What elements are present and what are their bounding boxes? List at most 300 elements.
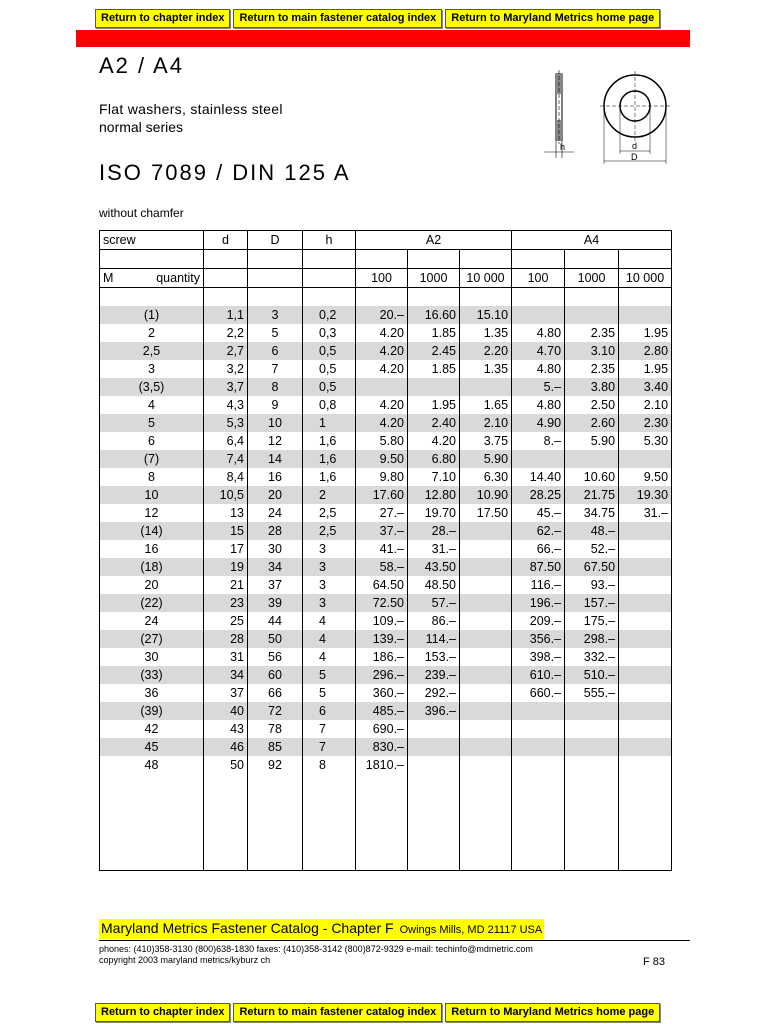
cell-a2-1000: 153.– — [408, 648, 460, 666]
cell-d: 8,4 — [204, 468, 248, 486]
contact-info: phones: (410)358-3130 (800)638-1830 faxes: (410)358-3142 (800)872-9329 e-mail: techinfo@mdmetric.com — [99, 944, 533, 954]
cell-a2-10000 — [460, 720, 512, 738]
cell-a4-1000: 2.60 — [565, 414, 619, 432]
cell-a4-10000 — [619, 522, 672, 540]
table-row — [100, 702, 672, 720]
cell-a4-1000: 175.– — [565, 612, 619, 630]
table-row — [100, 558, 672, 576]
cell-a4-10000 — [619, 666, 672, 684]
cell-a2-10000: 1.65 — [460, 396, 512, 414]
table-row — [100, 342, 672, 360]
table-row — [100, 684, 672, 702]
home-page-button[interactable]: Return to Maryland Metrics home page — [445, 9, 660, 28]
cell-a4-100: 87.50 — [512, 558, 565, 576]
cell-a2-100: 830.– — [356, 738, 408, 756]
cell-a2-1000: 2.40 — [408, 414, 460, 432]
cell-screw: (1) — [100, 306, 204, 324]
cell-a2-10000: 1.35 — [460, 360, 512, 378]
cell-d: 50 — [204, 756, 248, 774]
table-row — [100, 756, 672, 774]
cell-h: 5 — [303, 666, 356, 684]
cell-a2-100: 186.– — [356, 648, 408, 666]
cell-a4-100: 4.80 — [512, 360, 565, 378]
cell-a4-100 — [512, 450, 565, 468]
cell-a4-10000: 9.50 — [619, 468, 672, 486]
product-description-line1: Flat washers, stainless steel — [99, 101, 283, 117]
cell-a4-10000: 1.95 — [619, 324, 672, 342]
cell-h: 8 — [303, 756, 356, 774]
col-a2-10000: 10 000 — [460, 269, 512, 288]
cell-a4-100 — [512, 720, 565, 738]
cell-d: 19 — [204, 558, 248, 576]
cell-a2-10000: 3.75 — [460, 432, 512, 450]
cell-h: 0,5 — [303, 342, 356, 360]
cell-a4-10000 — [619, 702, 672, 720]
cell-a2-10000 — [460, 576, 512, 594]
filler-row — [100, 774, 672, 871]
copyright: copyright 2003 maryland metrics/kyburz ch — [99, 955, 271, 965]
cell-a2-100: 9.50 — [356, 450, 408, 468]
cell-D: 7 — [248, 360, 303, 378]
cell-a2-1000: 239.– — [408, 666, 460, 684]
cell-screw: 20 — [100, 576, 204, 594]
col-D: D — [248, 231, 303, 250]
cell-a2-100: 4.20 — [356, 396, 408, 414]
col-a2-100: 100 — [356, 269, 408, 288]
cell-screw: (27) — [100, 630, 204, 648]
cell-D: 6 — [248, 342, 303, 360]
cell-a2-1000: 57.– — [408, 594, 460, 612]
cell-a2-1000 — [408, 720, 460, 738]
chamfer-note: without chamfer — [99, 206, 184, 220]
cell-D: 34 — [248, 558, 303, 576]
cell-a4-100: 610.– — [512, 666, 565, 684]
cell-a2-100 — [356, 378, 408, 396]
cell-a4-100: 28.25 — [512, 486, 565, 504]
cell-h: 1,6 — [303, 450, 356, 468]
cell-a4-100: 4.80 — [512, 324, 565, 342]
cell-D: 14 — [248, 450, 303, 468]
cell-h: 5 — [303, 684, 356, 702]
cell-h: 6 — [303, 702, 356, 720]
cell-screw: (14) — [100, 522, 204, 540]
table-row — [100, 576, 672, 594]
cell-a4-100 — [512, 756, 565, 774]
cell-a4-10000: 2.30 — [619, 414, 672, 432]
cell-a4-100: 45.– — [512, 504, 565, 522]
cell-a4-10000 — [619, 450, 672, 468]
cell-a4-100 — [512, 306, 565, 324]
cell-a2-10000: 1.35 — [460, 324, 512, 342]
cell-a2-100: 485.– — [356, 702, 408, 720]
cell-a4-100: 14.40 — [512, 468, 565, 486]
cell-d: 4,3 — [204, 396, 248, 414]
cell-a2-100: 4.20 — [356, 342, 408, 360]
cell-D: 20 — [248, 486, 303, 504]
cell-a2-10000: 15.10 — [460, 306, 512, 324]
table-row — [100, 486, 672, 504]
cell-a4-100 — [512, 702, 565, 720]
cell-a2-100: 27.– — [356, 504, 408, 522]
cell-a2-100: 20.– — [356, 306, 408, 324]
catalog-prefix: Maryland Metrics — [101, 920, 208, 936]
cell-a2-100: 5.80 — [356, 432, 408, 450]
cell-d: 37 — [204, 684, 248, 702]
table-row — [100, 612, 672, 630]
cell-D: 44 — [248, 612, 303, 630]
col-a4-100: 100 — [512, 269, 565, 288]
col-h: h — [303, 231, 356, 250]
cell-d: 31 — [204, 648, 248, 666]
cell-a2-1000: 6.80 — [408, 450, 460, 468]
cell-a4-1000: 5.90 — [565, 432, 619, 450]
cell-h: 0,3 — [303, 324, 356, 342]
cell-a2-100: 4.20 — [356, 324, 408, 342]
cell-screw: 36 — [100, 684, 204, 702]
cell-a4-10000 — [619, 576, 672, 594]
cell-a4-10000 — [619, 558, 672, 576]
catalog-title — [99, 919, 544, 939]
cell-a2-100: 9.80 — [356, 468, 408, 486]
catalog-location: Owings Mills, MD 21117 USA — [399, 924, 543, 936]
table-row — [100, 360, 672, 378]
cell-h: 2,5 — [303, 522, 356, 540]
cell-d: 46 — [204, 738, 248, 756]
cell-a4-1000: 3.80 — [565, 378, 619, 396]
cell-a2-10000 — [460, 648, 512, 666]
header-row-1 — [100, 231, 672, 250]
cell-a4-100: 66.– — [512, 540, 565, 558]
cell-a4-1000 — [565, 450, 619, 468]
cell-h: 3 — [303, 594, 356, 612]
table-row — [100, 450, 672, 468]
cell-a2-1000: 292.– — [408, 684, 460, 702]
cell-a4-100: 116.– — [512, 576, 565, 594]
cell-a2-100: 37.– — [356, 522, 408, 540]
cell-a2-10000: 2.20 — [460, 342, 512, 360]
cell-a4-10000: 2.80 — [619, 342, 672, 360]
col-a2: A2 — [356, 231, 512, 250]
cell-screw: 42 — [100, 720, 204, 738]
cell-screw: (7) — [100, 450, 204, 468]
price-table — [99, 230, 672, 871]
cell-h: 3 — [303, 576, 356, 594]
cell-d: 21 — [204, 576, 248, 594]
col-a4-1000: 1000 — [565, 269, 619, 288]
cell-d: 2,2 — [204, 324, 248, 342]
product-description-line2: normal series — [99, 119, 184, 135]
cell-a2-10000 — [460, 630, 512, 648]
col-screw: screw — [100, 231, 204, 250]
cell-a4-100 — [512, 738, 565, 756]
table-row — [100, 396, 672, 414]
cell-a2-100: 296.– — [356, 666, 408, 684]
catalog-chapter: Fastener Catalog - Chapter F — [207, 920, 394, 936]
cell-h: 1 — [303, 414, 356, 432]
table-row — [100, 504, 672, 522]
cell-d: 10,5 — [204, 486, 248, 504]
cell-a2-10000 — [460, 612, 512, 630]
cell-a4-10000 — [619, 612, 672, 630]
cell-a2-1000: 19.70 — [408, 504, 460, 522]
table-row — [100, 648, 672, 666]
cell-d: 40 — [204, 702, 248, 720]
cell-a2-10000 — [460, 666, 512, 684]
cell-D: 37 — [248, 576, 303, 594]
cell-D: 12 — [248, 432, 303, 450]
cell-D: 28 — [248, 522, 303, 540]
col-m-quantity — [100, 269, 204, 288]
cell-h: 1,6 — [303, 468, 356, 486]
cell-a4-100: 5.– — [512, 378, 565, 396]
cell-a4-1000: 2.50 — [565, 396, 619, 414]
cell-screw: 30 — [100, 648, 204, 666]
cell-a4-1000: 332.– — [565, 648, 619, 666]
cell-d: 2,7 — [204, 342, 248, 360]
cell-a2-100: 72.50 — [356, 594, 408, 612]
table-row — [100, 738, 672, 756]
cell-a4-100: 209.– — [512, 612, 565, 630]
col-m: M — [103, 270, 114, 285]
cell-a2-100: 4.20 — [356, 414, 408, 432]
cell-a4-10000 — [619, 630, 672, 648]
cell-a4-1000: 2.35 — [565, 360, 619, 378]
col-a2-1000: 1000 — [408, 269, 460, 288]
cell-screw: 10 — [100, 486, 204, 504]
cell-a2-100: 1810.– — [356, 756, 408, 774]
cell-a4-100: 196.– — [512, 594, 565, 612]
cell-a4-1000: 555.– — [565, 684, 619, 702]
spacer-row — [100, 288, 672, 307]
cell-d: 25 — [204, 612, 248, 630]
cell-a2-100: 690.– — [356, 720, 408, 738]
cell-h: 2,5 — [303, 504, 356, 522]
cell-h: 0,2 — [303, 306, 356, 324]
cell-a4-100: 4.70 — [512, 342, 565, 360]
cell-screw: (18) — [100, 558, 204, 576]
cell-a2-1000: 28.– — [408, 522, 460, 540]
table-row — [100, 666, 672, 684]
cell-D: 5 — [248, 324, 303, 342]
cell-a4-1000: 34.75 — [565, 504, 619, 522]
cell-a2-10000 — [460, 594, 512, 612]
cell-a2-1000: 114.– — [408, 630, 460, 648]
cell-screw: (39) — [100, 702, 204, 720]
cell-a4-1000 — [565, 756, 619, 774]
cell-screw: 24 — [100, 612, 204, 630]
cell-h: 4 — [303, 648, 356, 666]
cell-h: 1,6 — [303, 432, 356, 450]
cell-a4-1000: 52.– — [565, 540, 619, 558]
table-row — [100, 468, 672, 486]
col-quantity: quantity — [156, 270, 200, 285]
cell-D: 85 — [248, 738, 303, 756]
cell-a4-10000: 31.– — [619, 504, 672, 522]
table-row — [100, 540, 672, 558]
cell-h: 3 — [303, 540, 356, 558]
cell-screw: 16 — [100, 540, 204, 558]
cell-h: 7 — [303, 738, 356, 756]
cell-screw: 6 — [100, 432, 204, 450]
cell-h: 7 — [303, 720, 356, 738]
bottom-nav-bar — [95, 1003, 660, 1022]
material-title: A2 / A4 — [99, 53, 184, 78]
cell-a2-100: 17.60 — [356, 486, 408, 504]
cell-screw: 2,5 — [100, 342, 204, 360]
cell-a4-100: 660.– — [512, 684, 565, 702]
cell-D: 16 — [248, 468, 303, 486]
cell-a4-10000 — [619, 756, 672, 774]
header-row-2 — [100, 269, 672, 288]
cell-a2-100: 41.– — [356, 540, 408, 558]
standard-title: ISO 7089 / DIN 125 A — [99, 160, 351, 185]
cell-screw: 45 — [100, 738, 204, 756]
main-catalog-index-button[interactable]: Return to main fastener catalog index — [233, 9, 442, 28]
cell-a2-1000 — [408, 378, 460, 396]
cell-d: 17 — [204, 540, 248, 558]
cell-a4-1000: 48.– — [565, 522, 619, 540]
cell-a4-10000 — [619, 720, 672, 738]
cell-a4-1000: 510.– — [565, 666, 619, 684]
cell-a2-10000: 6.30 — [460, 468, 512, 486]
table-row — [100, 324, 672, 342]
cell-a4-100: 356.– — [512, 630, 565, 648]
cell-a2-1000: 48.50 — [408, 576, 460, 594]
cell-a4-10000 — [619, 540, 672, 558]
cell-a4-1000: 157.– — [565, 594, 619, 612]
table-row — [100, 306, 672, 324]
cell-D: 9 — [248, 396, 303, 414]
cell-a2-10000 — [460, 558, 512, 576]
home-page-button-bottom[interactable]: Return to Maryland Metrics home page — [445, 1003, 660, 1022]
cell-D: 3 — [248, 306, 303, 324]
cell-a4-10000 — [619, 306, 672, 324]
cell-a4-10000 — [619, 594, 672, 612]
cell-a4-1000: 2.35 — [565, 324, 619, 342]
cell-a2-10000: 17.50 — [460, 504, 512, 522]
cell-a4-1000: 298.– — [565, 630, 619, 648]
cell-a4-100: 62.– — [512, 522, 565, 540]
cell-D: 30 — [248, 540, 303, 558]
cell-d: 5,3 — [204, 414, 248, 432]
cell-h: 4 — [303, 630, 356, 648]
chapter-index-button-bottom[interactable]: Return to chapter index — [95, 1003, 230, 1022]
cell-a4-1000: 10.60 — [565, 468, 619, 486]
cell-a4-10000: 3.40 — [619, 378, 672, 396]
table-row — [100, 630, 672, 648]
cell-D: 60 — [248, 666, 303, 684]
table-row — [100, 378, 672, 396]
cell-D: 72 — [248, 702, 303, 720]
cell-h: 2 — [303, 486, 356, 504]
red-header-bar — [76, 30, 690, 47]
cell-screw: (22) — [100, 594, 204, 612]
table-row — [100, 720, 672, 738]
cell-a4-100: 4.90 — [512, 414, 565, 432]
cell-a4-10000 — [619, 684, 672, 702]
cell-D: 78 — [248, 720, 303, 738]
cell-a4-1000 — [565, 720, 619, 738]
cell-a2-100: 139.– — [356, 630, 408, 648]
cell-a2-10000: 5.90 — [460, 450, 512, 468]
col-a4: A4 — [512, 231, 672, 250]
cell-a2-10000 — [460, 738, 512, 756]
label-h: h — [560, 142, 566, 152]
cell-a4-10000: 2.10 — [619, 396, 672, 414]
cell-a4-10000 — [619, 738, 672, 756]
cell-a4-10000: 1.95 — [619, 360, 672, 378]
cell-d: 34 — [204, 666, 248, 684]
cell-a2-10000 — [460, 522, 512, 540]
cell-d: 6,4 — [204, 432, 248, 450]
cell-a4-100: 4.80 — [512, 396, 565, 414]
cell-d: 15 — [204, 522, 248, 540]
cell-screw: 8 — [100, 468, 204, 486]
cell-screw: 48 — [100, 756, 204, 774]
cell-a2-10000: 10.90 — [460, 486, 512, 504]
page-number: F 83 — [643, 956, 666, 968]
cell-D: 66 — [248, 684, 303, 702]
cell-d: 3,7 — [204, 378, 248, 396]
cell-a2-1000 — [408, 756, 460, 774]
cell-a2-100: 64.50 — [356, 576, 408, 594]
cell-d: 7,4 — [204, 450, 248, 468]
cell-a2-100: 360.– — [356, 684, 408, 702]
cell-h: 4 — [303, 612, 356, 630]
cell-a4-100: 398.– — [512, 648, 565, 666]
cell-a4-1000: 21.75 — [565, 486, 619, 504]
cell-D: 50 — [248, 630, 303, 648]
cell-screw: 3 — [100, 360, 204, 378]
cell-h: 0,8 — [303, 396, 356, 414]
cell-a2-1000 — [408, 738, 460, 756]
cell-a4-10000: 19.30 — [619, 486, 672, 504]
cell-a2-10000 — [460, 756, 512, 774]
cell-a2-1000: 43.50 — [408, 558, 460, 576]
cell-a4-10000 — [619, 648, 672, 666]
cell-h: 0,5 — [303, 360, 356, 378]
cell-a2-100: 109.– — [356, 612, 408, 630]
cell-a2-1000: 16.60 — [408, 306, 460, 324]
table-row — [100, 432, 672, 450]
cell-a2-1000: 396.– — [408, 702, 460, 720]
cell-a2-10000 — [460, 378, 512, 396]
cell-a2-1000: 1.95 — [408, 396, 460, 414]
cell-D: 10 — [248, 414, 303, 432]
cell-a2-1000: 12.80 — [408, 486, 460, 504]
cell-a2-1000: 4.20 — [408, 432, 460, 450]
cell-D: 24 — [248, 504, 303, 522]
cell-a2-10000 — [460, 540, 512, 558]
col-d: d — [204, 231, 248, 250]
cell-D: 56 — [248, 648, 303, 666]
cell-h: 0,5 — [303, 378, 356, 396]
cell-a2-1000: 1.85 — [408, 360, 460, 378]
cell-d: 28 — [204, 630, 248, 648]
cell-d: 1,1 — [204, 306, 248, 324]
chapter-index-button[interactable]: Return to chapter index — [95, 9, 230, 28]
main-catalog-index-button-bottom[interactable]: Return to main fastener catalog index — [233, 1003, 442, 1022]
cell-a2-10000: 2.10 — [460, 414, 512, 432]
footer-divider — [99, 940, 690, 941]
cell-h: 3 — [303, 558, 356, 576]
table-row — [100, 594, 672, 612]
cell-a2-1000: 1.85 — [408, 324, 460, 342]
top-nav-bar — [95, 9, 660, 28]
cell-D: 8 — [248, 378, 303, 396]
cell-a2-10000 — [460, 702, 512, 720]
cell-a4-10000: 5.30 — [619, 432, 672, 450]
